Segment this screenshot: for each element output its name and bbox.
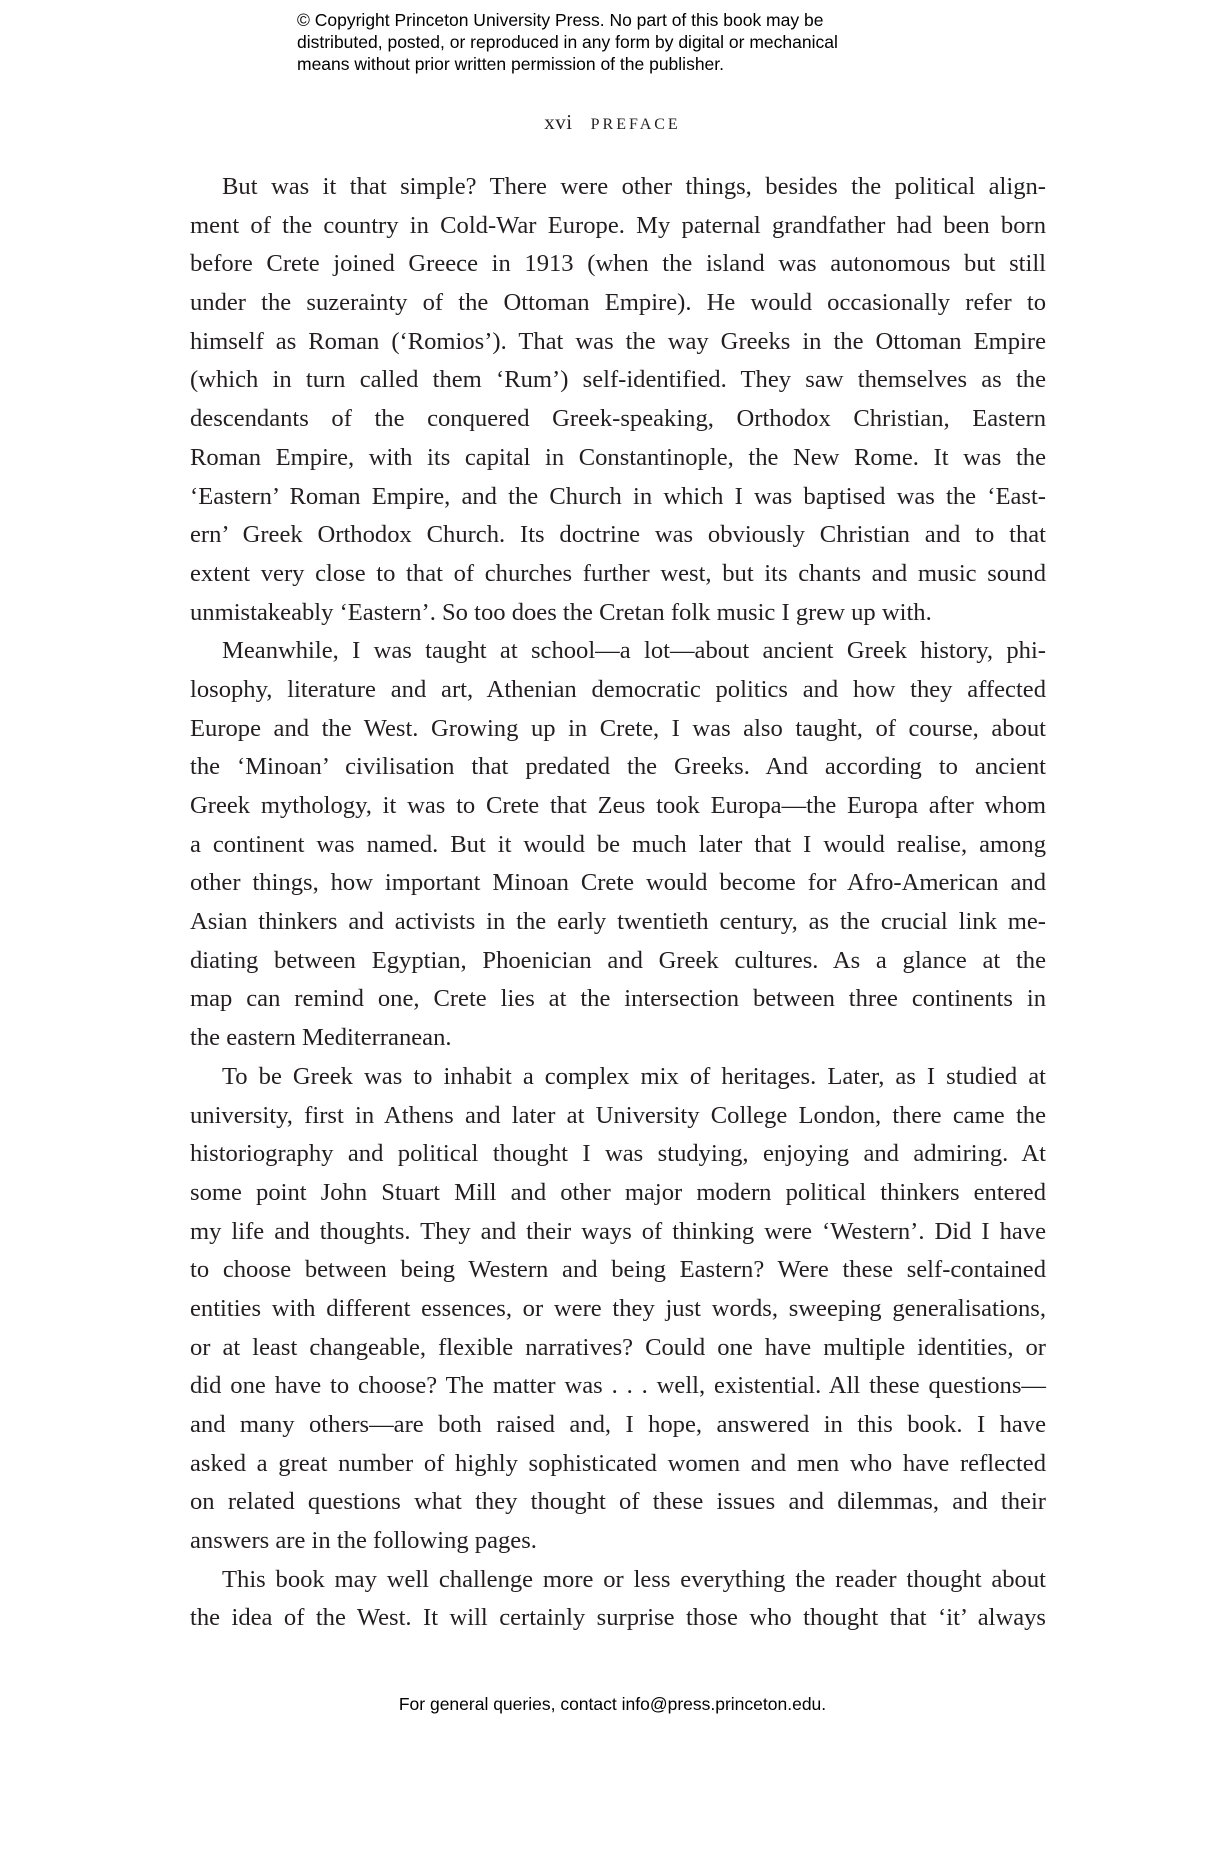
text-line: extent very close to that of churches further west, but its chants and music sound bbox=[190, 559, 1046, 587]
text-line: under the suzerainty of the Ottoman Empire). He would occasionally refer to bbox=[190, 289, 1046, 317]
text-line: diating between Egyptian, Phoenician and Greek cultures. As a glance at the bbox=[190, 946, 1046, 974]
text-line: But was it that simple? There were other things, besides the political align- bbox=[222, 173, 1046, 200]
text-line: and many others—are both raised and, I hope, answered in this book. I have bbox=[190, 1411, 1046, 1438]
copyright-notice bbox=[297, 9, 937, 75]
text-line: a continent was named. But it would be much later that I would realise, among bbox=[190, 830, 1046, 858]
text-line: To be Greek was to inhabit a complex mix of heritages. Later, as I studied at bbox=[222, 1062, 1046, 1090]
text-line: Europe and the West. Growing up in Crete, I was also taught, of course, about bbox=[190, 714, 1046, 742]
text-line: the idea of the West. It will certainly surprise those who thought that ‘it’ always bbox=[190, 1604, 1046, 1632]
copyright-line: © Copyright Princeton University Press. No part of this book may be bbox=[297, 10, 824, 30]
text-line: himself as Roman (‘Romios’). That was the way Greeks in the Ottoman Empire bbox=[190, 327, 1046, 355]
text-line: map can remind one, Crete lies at the intersection between three continents in bbox=[190, 985, 1046, 1013]
paragraph bbox=[190, 1058, 1046, 1561]
body-text bbox=[190, 168, 1046, 1638]
text-line: did one have to choose? The matter was . . . well, existential. All these questions— bbox=[190, 1372, 1046, 1400]
copyright-line: means without prior written permission of the publisher. bbox=[297, 54, 725, 74]
text-line: ern’ Greek Orthodox Church. Its doctrine was obviously Christian and to that bbox=[190, 521, 1046, 549]
text-line: historiography and political thought I was studying, enjoying and admiring. At bbox=[190, 1140, 1046, 1168]
text-line: answers are in the following pages. bbox=[190, 1527, 537, 1555]
text-line: Meanwhile, I was taught at school—a lot—about ancient Greek history, phi- bbox=[222, 637, 1046, 665]
text-line: asked a great number of highly sophisticated women and men who have reflected bbox=[190, 1449, 1046, 1477]
text-line: losophy, literature and art, Athenian democratic politics and how they affected bbox=[190, 675, 1046, 703]
text-line: or at least changeable, flexible narratives? Could one have multiple identities, or bbox=[190, 1333, 1046, 1361]
text-line: university, first in Athens and later at University College London, there came the bbox=[190, 1101, 1046, 1129]
text-line: the eastern Mediterranean. bbox=[190, 1024, 452, 1052]
running-head bbox=[0, 110, 1225, 135]
text-line: Asian thinkers and activists in the early twentieth century, as the crucial link me- bbox=[190, 908, 1046, 936]
footer-contact: For general queries, contact info@press.princeton.edu. bbox=[398, 1694, 827, 1714]
paragraph bbox=[190, 1561, 1046, 1638]
text-line: descendants of the conquered Greek-speaking, Orthodox Christian, Eastern bbox=[190, 405, 1046, 433]
copyright-line: distributed, posted, or reproduced in any form by digital or mechanical bbox=[297, 32, 838, 52]
text-line: Roman Empire, with its capital in Constantinople, the New Rome. It was the bbox=[190, 443, 1046, 471]
text-line: on related questions what they thought of these issues and dilemmas, and their bbox=[190, 1488, 1046, 1516]
text-line: unmistakeably ‘Eastern’. So too does the Cretan folk music I grew up with. bbox=[190, 598, 932, 626]
text-line: before Crete joined Greece in 1913 (when the island was autonomous but still bbox=[190, 250, 1046, 278]
paragraph bbox=[190, 168, 1046, 632]
text-line: ‘Eastern’ Roman Empire, and the Church in which I was baptised was the ‘East- bbox=[190, 482, 1046, 510]
text-line: my life and thoughts. They and their ways of thinking were ‘Western’. Did I have bbox=[190, 1217, 1046, 1245]
text-line: (which in turn called them ‘Rum’) self-identified. They saw themselves as the bbox=[190, 366, 1046, 394]
text-line: Greek mythology, it was to Crete that Zeus took Europa—the Europa after whom bbox=[190, 792, 1046, 819]
text-line: This book may well challenge more or less everything the reader thought about bbox=[222, 1565, 1046, 1593]
paragraph bbox=[190, 632, 1046, 1058]
page-number: xvi bbox=[544, 110, 573, 134]
text-line: the ‘Minoan’ civilisation that predated the Greeks. And according to ancient bbox=[190, 753, 1046, 781]
text-line: ment of the country in Cold-War Europe. My paternal grandfather had been born bbox=[190, 211, 1046, 239]
text-line: other things, how important Minoan Crete would become for Afro-American and bbox=[190, 869, 1046, 897]
text-line: to choose between being Western and being Eastern? Were these self-contained bbox=[190, 1256, 1046, 1284]
text-line: some point John Stuart Mill and other major modern political thinkers entered bbox=[190, 1178, 1046, 1206]
text-line: entities with different essences, or were they just words, sweeping generalisations, bbox=[190, 1294, 1046, 1322]
running-head-title: PREFACE bbox=[590, 116, 681, 133]
